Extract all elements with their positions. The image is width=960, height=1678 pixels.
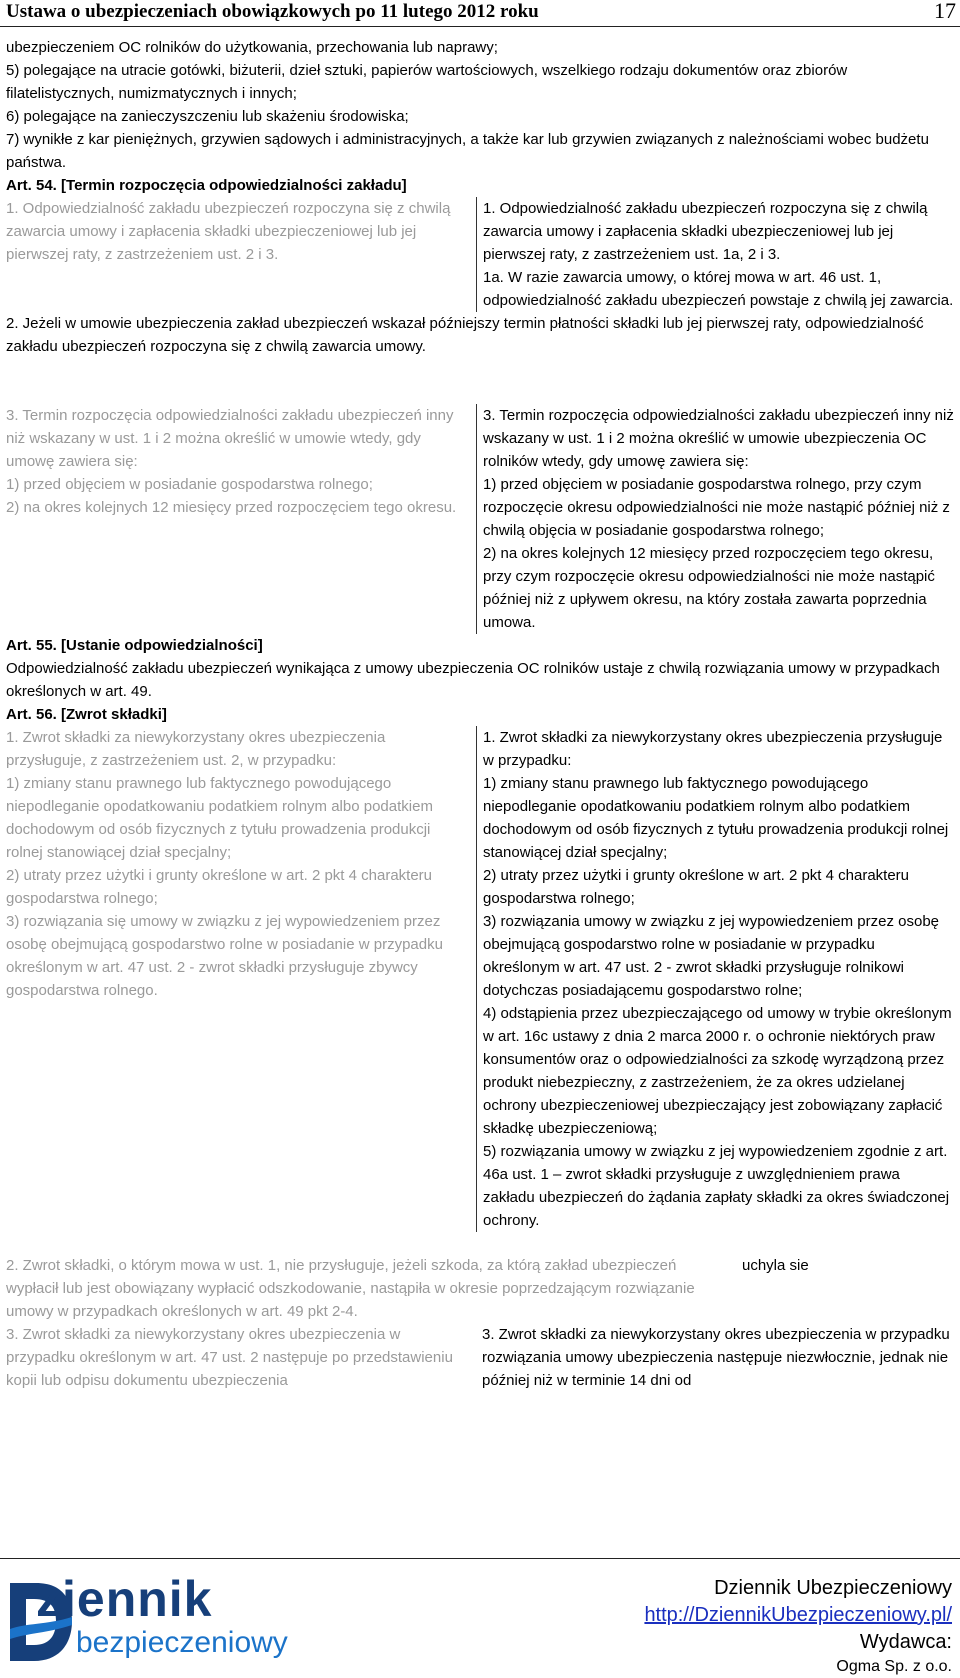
art55-heading: Art. 55. [Ustanie odpowiedzialności] [6,637,263,654]
document-body [6,36,954,1392]
document-title: Ustawa o ubezpieczeniach obowiązkowych po 11 lutego 2012 roku [6,1,539,22]
art56-p1-new: 1. Zwrot składki za niewykorzystany okres ubezpieczenia przysługuje w przypadku: [483,729,943,769]
new-text-column [476,404,954,634]
art56-p1-new-item-3: 3) rozwiązania umowy w związku z jej wypowiedzeniem przez osobę obejmującą gospodarstwo rolne w posiadanie w przypadku określonym w art. 47 ust. 2 - zwrot składki przysługuje rolnikowi dotychczas posiadającemu gospodarstwo rolne; [483,913,940,999]
art56-p1-new-item-4: 4) odstąpienia przez ubezpieczającego od umowy w trybie określonym w art. 16c ustawy z dnia 2 marca 2000 r. o ochronie niektórych praw konsumentów oraz o odpowiedzialności za szkodę wyrządzoną przez produkt niebezpieczny, z zastrzeżeniem, że za okres udzielanej ochrony ubezpieczeniowej ubezpieczający jest zobowiązany zapłacić składkę ubezpieczeniową; [483,1005,952,1137]
art54-p3-new-item-2: 2) na okres kolejnych 12 miesięcy przed rozpoczęciem tego okresu, przy czym rozpoczęcie okresu odpowiedzialności nie może nastąpić później niż z upływem okresu, na który została zawarta poprzednia umowa. [483,545,935,631]
art56-p3-new: 3. Zwrot składki za niewykorzystany okres ubezpieczenia w przypadku rozwiązania umowy ubezpieczenia następuje niezwłocznie, jednak nie później niż w terminie 14 dni od [482,1326,950,1389]
intro-line-1: ubezpieczeniem OC rolników do użytkowania, przechowania lub naprawy; [6,39,498,56]
page-number: 17 [934,0,956,23]
art54-p3-new-item-1: 1) przed objęciem w posiadanie gospodarstwa rolnego, przy czym rozpoczęcie okresu odpowiedzialności nie może nastąpić później niż z chwilą objęcia w posiadanie gospodarstwa rolnego; [483,476,950,539]
logo-text-secondary: bezpieczeniowy [76,1626,288,1659]
art54-p1-comparison [6,197,954,312]
new-text-column [476,197,954,312]
site-url-link[interactable]: http://DziennikUbezpieczeniowy.pl/ [644,1604,952,1626]
old-text-column [6,726,476,1232]
art56-p1-new-item-5: 5) rozwiązania umowy w związku z jej wypowiedzeniem zgodnie z art. 46a ust. 1 – zwrot składki przysługuje z uwzględnieniem prawa zakładu ubezpieczeń do żądania zapłaty składki za okres świadczonej ochrony. [483,1143,950,1229]
art56-p1-new-item-2: 2) utraty przez użytki i grunty określone w art. 2 pkt 4 charakteru gospodarstwa rolnego; [483,867,910,907]
old-text-column [6,197,476,312]
old-text-column [6,404,476,634]
new-text-column [476,1323,954,1392]
page-footer [0,1558,960,1673]
art55-text: Odpowiedzialność zakładu ubezpieczeń wynikająca z umowy ubezpieczenia OC rolników ustaje z chwilą rozwiązania umowy w przypadkach określonych w art. 49. [6,660,940,700]
publisher-name: Ogma Sp. z o.o. [836,1658,952,1675]
intro-item-6: 6) polegające na zanieczyszczeniu lub skażeniu środowiska; [6,108,409,125]
art56-p1-old-item-2: 2) utraty przez użytki i grunty określone w art. 2 pkt 4 charakteru gospodarstwa rolnego; [6,867,433,907]
publisher-info [644,1575,952,1678]
art56-heading: Art. 56. [Zwrot składki] [6,706,167,723]
art56-p2-old: 2. Zwrot składki, o którym mowa w ust. 1, nie przysługuje, jeżeli szkoda, za którą zakład ubezpieczeń wypłacił lub jest obowiązany wypłacić odszkodowanie, nastąpiła w okresie poprzedzającym rozwiązanie umowy w przypadkach określonych w art. 49 pkt 2-4. [6,1257,695,1320]
art56-p1-new-item-1: 1) zmiany stanu prawnego lub faktycznego powodującego niepodleganie opodatkowaniu podatkiem rolnym albo podatkiem dochodowym od osób fizycznych z tytułu prowadzenia produkcji rolnej stanowiącej dział specjalny; [483,775,949,861]
site-name: Dziennik Ubezpieczeniowy [714,1577,952,1599]
art54-p3-old: 3. Termin rozpoczęcia odpowiedzialności zakładu ubezpieczeń inny niż wskazany w ust. 1 i 2 można określić w umowie wtedy, gdy umowę zawiera się: [6,407,454,470]
old-text-column [6,1323,476,1392]
art56-p1-old: 1. Zwrot składki za niewykorzystany okres ubezpieczenia przysługuje, z zastrzeżeniem ust. 2, w przypadku: [6,729,386,769]
art54-p1a-new: 1a. W razie zawarcia umowy, o której mowa w art. 46 ust. 1, odpowiedzialność zakładu ubezpieczeń powstaje z chwilą jej zawarcia. [483,269,954,309]
art54-p3-old-item-2: 2) na okres kolejnych 12 miesięcy przed rozpoczęciem tego okresu. [6,499,457,516]
art56-p1-old-item-1: 1) zmiany stanu prawnego lub faktycznego powodującego niepodleganie opodatkowaniu podatkiem rolnym albo podatkiem dochodowym od osób fizycznych z tytułu prowadzenia produkcji rolnej stanowiącej dział specjalny; [6,775,433,861]
art54-p3-old-item-1: 1) przed objęciem w posiadanie gospodarstwa rolnego; [6,476,373,493]
intro-item-7: 7) wynikłe z kar pieniężnych, grzywien sądowych i administracyjnych, a także kar lub grzywien związanych z należnościami wobec budżetu państwa. [6,131,929,171]
art56-p3-old: 3. Zwrot składki za niewykorzystany okres ubezpieczenia w przypadku określonym w art. 47 ust. 2 następuje po przedstawieniu kopii lub odpisu dokumentu ubezpieczenia [6,1326,453,1389]
art54-p3-new: 3. Termin rozpoczęcia odpowiedzialności zakładu ubezpieczeń inny niż wskazany w ust. 1 i 2 można określić w umowie ubezpieczenia OC rolników wtedy, gdy umowę zawiera się: [483,407,954,470]
logo-text-primary: ziennik [36,1571,213,1627]
new-text-column [736,1254,954,1323]
dziennik-logo [6,1569,288,1669]
art56-p3-comparison [6,1323,954,1392]
art54-heading: Art. 54. [Termin rozpoczęcia odpowiedzialności zakładu] [6,177,407,194]
art56-p1-comparison [6,726,954,1232]
art56-p2-comparison [6,1254,954,1323]
art54-p1-new: 1. Odpowiedzialność zakładu ubezpieczeń rozpoczyna się z chwilą zawarcia umowy i zapłacenia składki ubezpieczeniowej lub jej pierwszej raty, z zastrzeżeniem ust. 1a, 2 i 3. [483,200,928,263]
intro-item-5: 5) polegające na utracie gotówki, biżuterii, dzieł sztuki, papierów wartościowych, wszelkiego rodzaju dokumentów oraz zbiorów filatelistycznych, numizmatycznych i innych; [6,62,848,102]
art54-p3-comparison [6,404,954,634]
art56-p1-old-item-3: 3) rozwiązania się umowy w związku z jej wypowiedzeniem przez osobę obejmującą gospodarstwo rolne w posiadanie w przypadku określonym w art. 47 ust. 2 - zwrot składki przysługuje zbywcy gospodarstwa rolnego. [6,913,443,999]
page-header [0,0,960,27]
art56-p2-new: uchyla sie [742,1257,809,1274]
old-text-column [6,1254,736,1323]
art54-p2: 2. Jeżeli w umowie ubezpieczenia zakład ubezpieczeń wskazał późniejszy termin płatności składki lub jej pierwszej raty, odpowiedzialność zakładu ubezpieczeń rozpoczyna się z chwilą zawarcia umowy. [6,315,924,355]
art54-p1-old: 1. Odpowiedzialność zakładu ubezpieczeń rozpoczyna się z chwilą zawarcia umowy i zapłacenia składki ubezpieczeniowej lub jej pierwszej raty, z zastrzeżeniem ust. 2 i 3. [6,200,451,263]
new-text-column [476,726,954,1232]
publisher-label: Wydawca: [859,1631,952,1653]
spacer [6,358,954,404]
spacer [6,1232,954,1254]
